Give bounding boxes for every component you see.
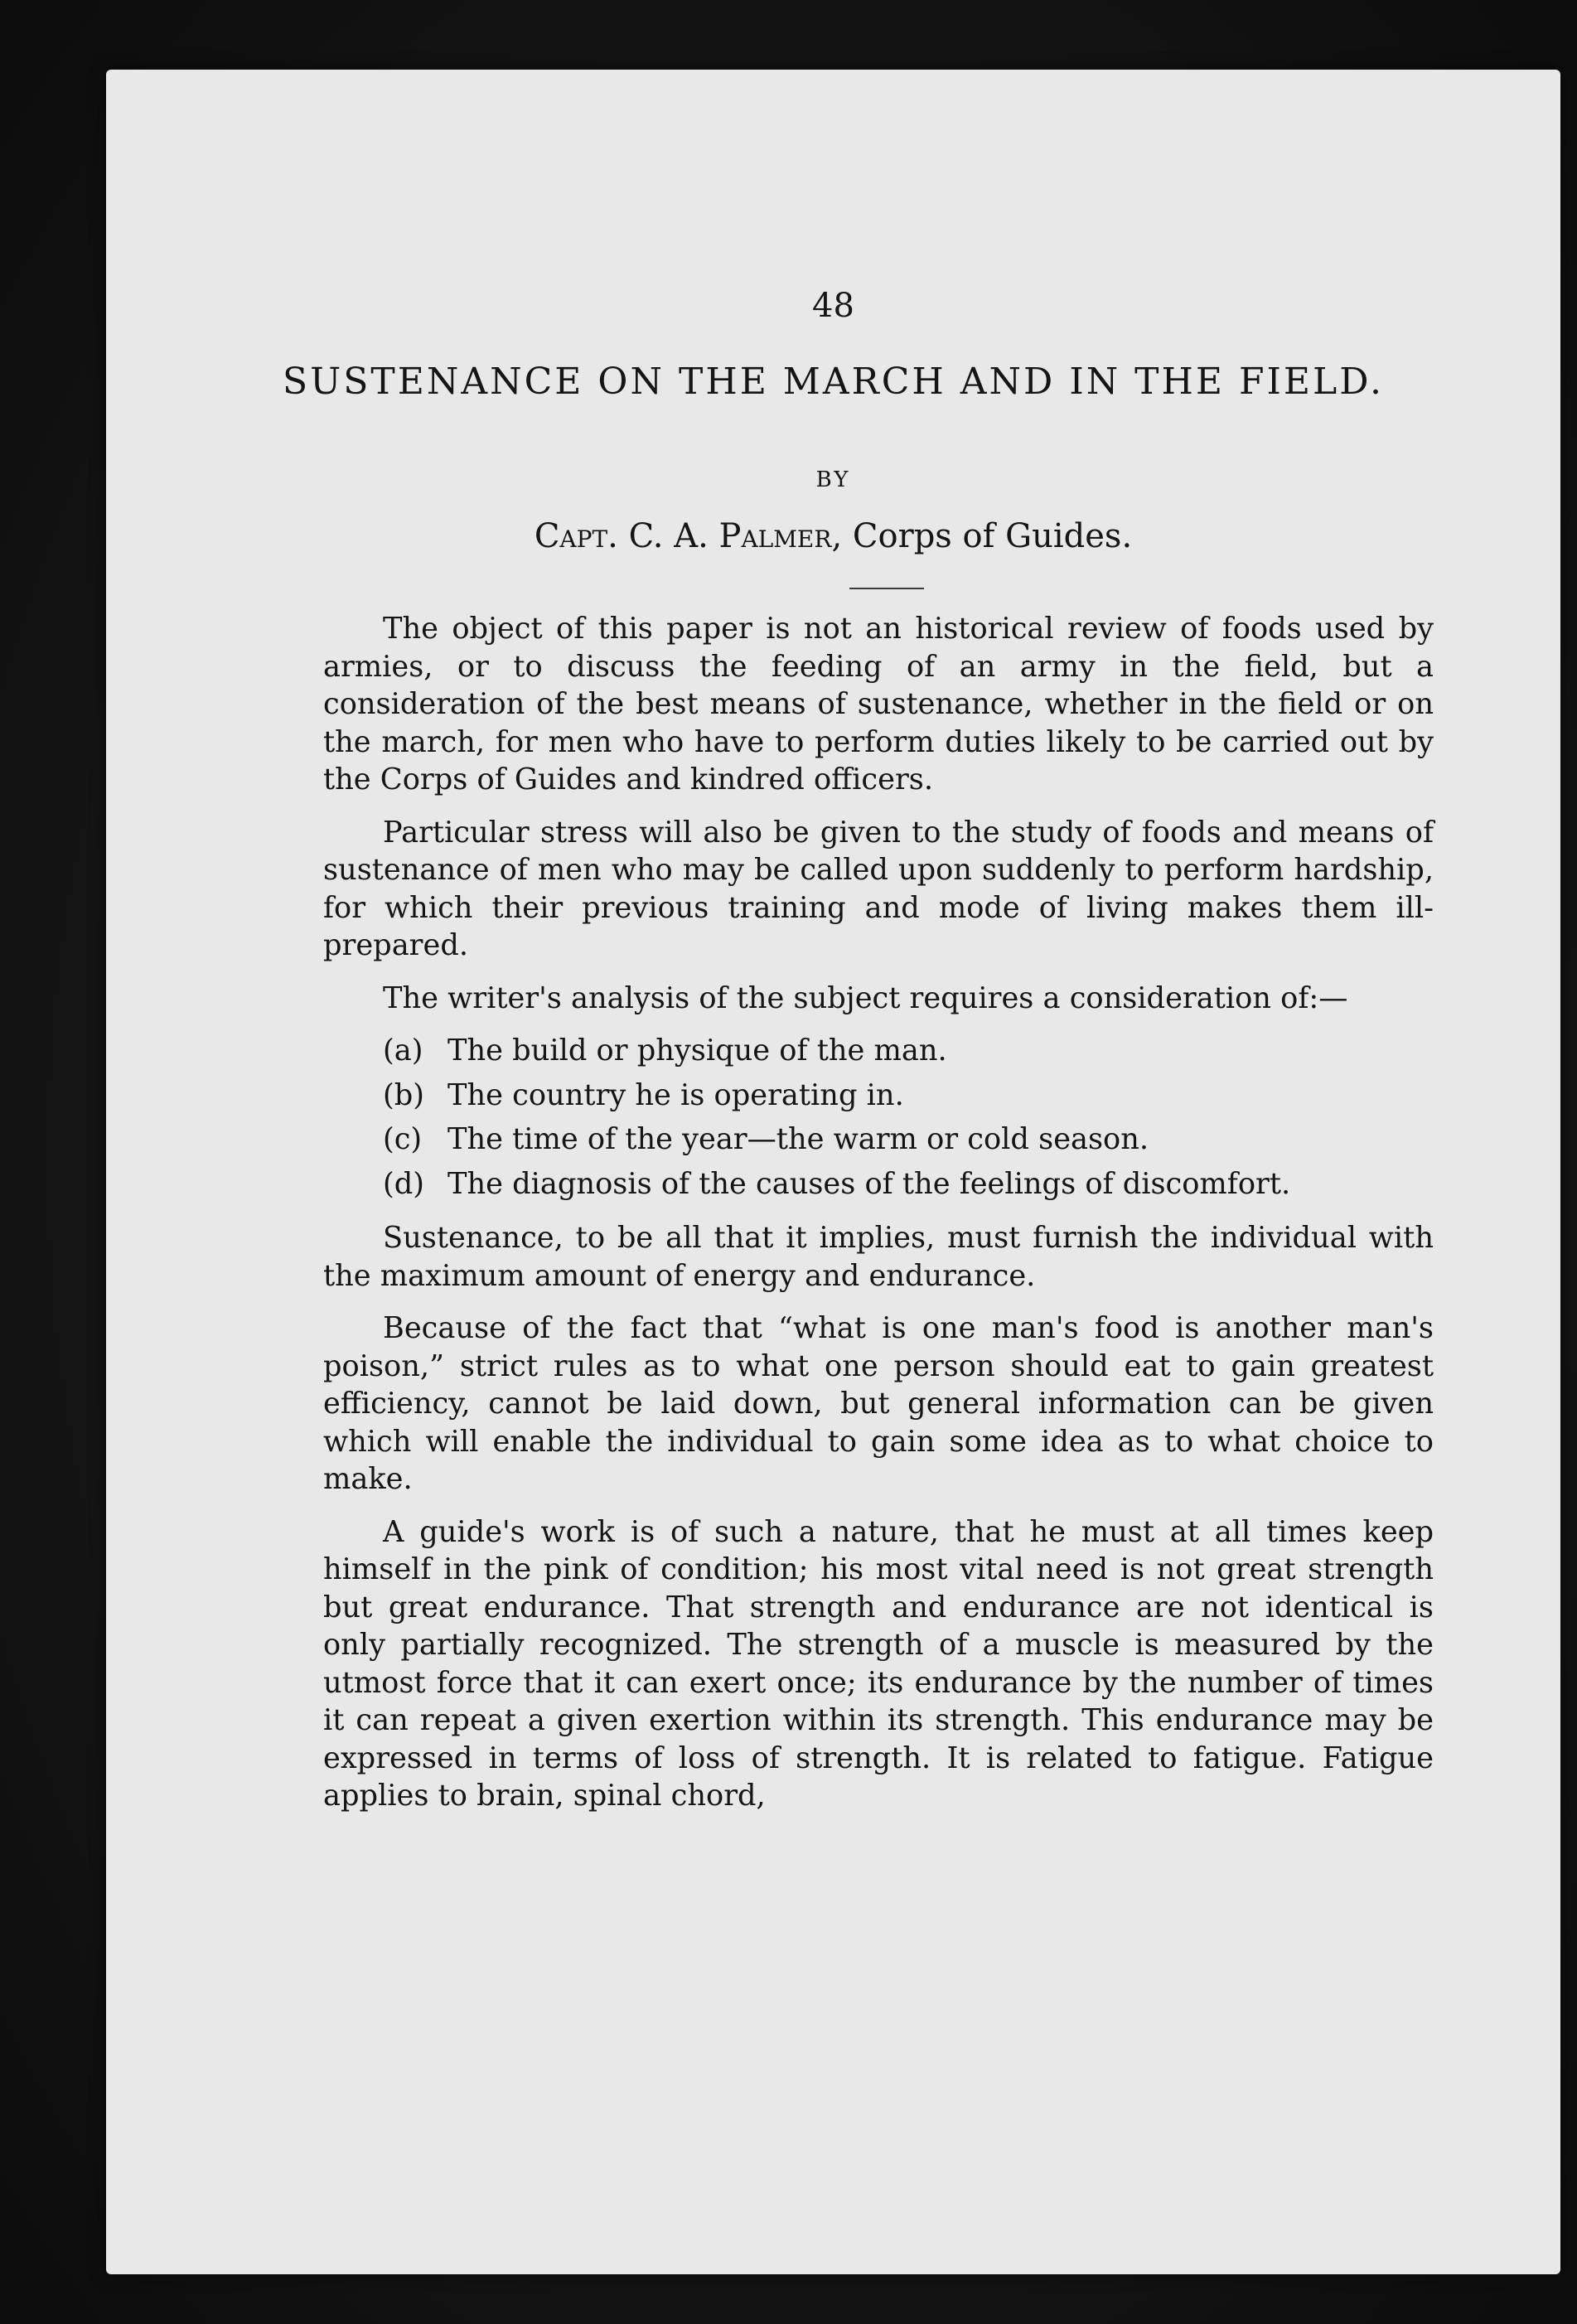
book-page xyxy=(106,70,1560,2274)
list-item xyxy=(323,1077,1434,1115)
list-item-text: The country he is operating in. xyxy=(447,1077,904,1112)
consideration-list xyxy=(323,1032,1434,1203)
list-marker: (c) xyxy=(383,1122,423,1156)
list-item xyxy=(323,1121,1434,1159)
byline: BY xyxy=(815,467,851,492)
paragraph: Particular stress will also be given to the study of foods and means of sustenance of men who may be called upon suddenly to perform hardship, for which their previous training and mode of living makes them ill-prepared. xyxy=(323,815,1434,962)
list-item xyxy=(323,1165,1434,1203)
title-rule xyxy=(849,588,924,589)
article-body xyxy=(323,610,1434,1830)
article-title: SUSTENANCE ON THE MARCH AND IN THE FIELD. xyxy=(283,361,1384,403)
paragraph: The object of this paper is not an historical review of foods used by armies, or to discuss the feeding of an army in the field, but a consideration of the best means of sustenance, whether in the field or on the march, for men who have to perform duties likely to be carried out by the Corps of Guides and kindred officers. xyxy=(323,612,1434,796)
paragraph: The writer's analysis of the subject requires a consideration of:— xyxy=(383,980,1348,1015)
list-item-text: The build or physique of the man. xyxy=(447,1034,947,1068)
list-item xyxy=(323,1032,1434,1070)
list-marker: (a) xyxy=(383,1034,423,1068)
author-affiliation: , Corps of Guides. xyxy=(831,517,1133,555)
paragraph: Because of the fact that “what is one man's food is another man's poison,” strict rules as to what one person should eat to gain greatest efficiency, cannot be laid down, but general information can be given which will enable the individual to gain some idea as to what choice to make. xyxy=(323,1311,1434,1496)
page-number: 48 xyxy=(812,287,854,325)
author-name: Capt. C. A. Palmer xyxy=(534,517,832,555)
paragraph: A guide's work is of such a nature, that he must at all times keep himself in the pink of condition; his most vital need is not great strength but great endurance. That strength and endurance are not identical is only partially recognized. The strength of a muscle is measured by the utmost force that it can exert once; its endurance by the number of times it can repeat a given exertion within its strength. This endurance may be expressed in terms of loss of strength. It is related to fatigue. Fatigue applies to brain, spinal chord, xyxy=(323,1514,1434,1813)
list-item-text: The time of the year—the warm or cold season. xyxy=(447,1122,1149,1156)
list-marker: (d) xyxy=(383,1166,424,1201)
paragraph: Sustenance, to be all that it implies, must furnish the individual with the maximum amount of energy and endurance. xyxy=(323,1221,1434,1293)
list-marker: (b) xyxy=(383,1077,424,1112)
author-line xyxy=(106,517,1560,555)
list-item-text: The diagnosis of the causes of the feelings of discomfort. xyxy=(447,1166,1291,1201)
